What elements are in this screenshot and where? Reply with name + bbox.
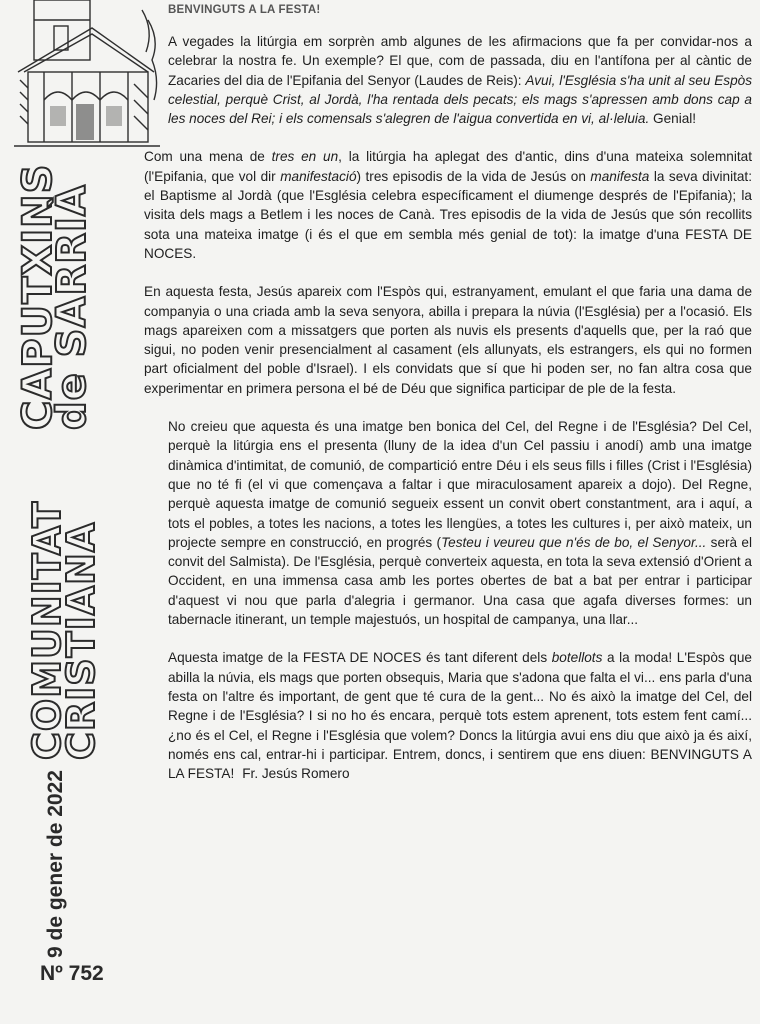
paragraph-2-run: , la litúrgia ha aplegat des d'antic, dins d'una mateixa solemnitat (l'Epifania, que vol dir: [144, 149, 752, 184]
author-signature: Fr. Jesús Romero: [242, 766, 350, 782]
paragraph-1-run: Genial!: [649, 111, 697, 127]
chapel-illustration-icon: [14, 0, 160, 150]
paragraph-5-run: Aquesta imatge de la FESTA DE NOCES és tant diferent dels: [168, 650, 552, 666]
paragraph-4-run: Testeu i veureu que n'és de bo, el Senyor...: [441, 534, 707, 550]
paragraph-2-run: Com una mena de: [144, 149, 272, 165]
org-name-line2: de SARRIÀ: [49, 184, 95, 430]
paragraph-2-run: manifestació: [280, 168, 357, 184]
paragraph-3-run: En aquesta festa, Jesús apareix com l'Espòs qui, estranyament, emulant el que faria una dama de companyia o una criada amb la seva senyora, abilla i prepara la núvia (l'Església) per a l'ocasió. Els mags apareixen com a missatgers que porten als nuvis els presents d'aquells que, per la raó que sigui, no poden venir presencialment al casament (els allunyats, els estrangers, els qui no formen part oficialment del poble d'Israel). I els convidats que sí que hi poden ser, no fan altra cosa que experimentar en primera persona el bé de Déu que significa participar de ple de la festa.: [144, 284, 752, 396]
paragraph-1-run: A vegades la litúrgia em sorprèn amb algunes de les afirmacions que fa per convidar-nos a celebrar la nostra fe. Un exemple? El que, com de passada, diu en l'antífona per al càntic de Zacaries del dia de l'Epifania del Senyor (Laudes de Reis):: [168, 34, 752, 88]
issue-date: 9 de gener de 2022: [44, 770, 67, 958]
paragraph-2: [144, 147, 752, 263]
paragraph-5-run: botellots: [551, 650, 603, 666]
paragraph-4: [168, 417, 752, 629]
paragraph-5: [168, 648, 752, 783]
paragraph-1-run: Avui, l'Església s'ha unit al seu Espòs celestial, perquè Crist, al Jordà, l'ha rentada dels pecats; els mags s'apressen amb dons cap a les noces del Rei; i els comensals s'alegren de l'aigua convertida en vi, al·leluia.: [168, 72, 752, 127]
community-label-line1: COMUNITAT: [25, 500, 69, 760]
paragraph-2-run: tres en un: [271, 149, 339, 165]
issue-number: Nº 752: [40, 962, 104, 985]
community-label-line2: CRISTIANA: [59, 521, 103, 760]
article: [144, 4, 752, 802]
paragraph-3: [144, 282, 752, 398]
paragraph-4-run: No creieu que aquesta és una imatge ben bonica del Cel, del Regne i de l'Església? Del Cel, perquè la litúrgia ens el presenta (lluny de la idea d'un Cel passiu i anodí) amb una imatge dinàmica d'intimitat, de comunió, de compartició entre Déu i els seus fills i filles (Crist i l'Església) que no té fi (el vi que començava a faltar i que miraculosament apareix a dojo). Del Regne, perquè aquesta imatge de comunió segueix essent un convit obert constantment, ara i aquí, a tots el pobles, a totes les nacions, a totes les llengües, a totes les cultures i, per això mateix, un projecte sempre en construcció, en progrés (: [168, 419, 752, 550]
paragraph-2-run: la seva divinitat: el Baptisme al Jordà (que l'Església celebra específicament el diumenge després de l'Epifania); la visita dels mags a Betlem i les noces de Canà. Tres episodis de la vida de Jesús que són recollits sota una mateixa imatge (i és el que em sembla més genial de tot): la imatge d'una FESTA DE NOCES.: [144, 168, 752, 261]
paragraph-1: [168, 32, 752, 128]
paragraph-4-run: serà el convit del Salmista). De l'Església, perquè converteix aquesta, en tota la seva extensió d'Orient a Occident, en una immensa casa amb les portes obertes de bat a bat per entrar i participar d'aquest vi nou que parla d'alegria i germanor. Una casa que agafa diverses formes: un tabernacle itinerant, un temple majestuós, un hospital de campanya, una llar...: [168, 534, 752, 628]
paragraph-5-run: a la moda! L'Espòs que abilla la núvia, els mags que porten obsequis, Maria que s'adona que falta el vi... ens parla d'una festa on l'altre és important, de gent que té cura de la gent... No és això la imatge del Cel, del Regne i de l'Església? I si no ho és encara, perquè tots estem aprenent, tots estem fent camí... ¿no és el Cel, el Regne i l'Església que volem? Doncs la litúrgia avui ens diu que això ja és així, només ens cal, entrar-hi i participar. Entrem, doncs, i sentirem que ens diuen: BENVINGUTS A LA FESTA!: [168, 650, 752, 782]
org-name-line1: CAPUTXINS: [15, 163, 61, 430]
paragraph-2-run: ) tres episodis de la vida de Jesús on: [356, 168, 591, 184]
article-title: BENVINGUTS A LA FESTA!: [168, 4, 321, 16]
paragraph-2-run: manifesta: [590, 168, 650, 184]
